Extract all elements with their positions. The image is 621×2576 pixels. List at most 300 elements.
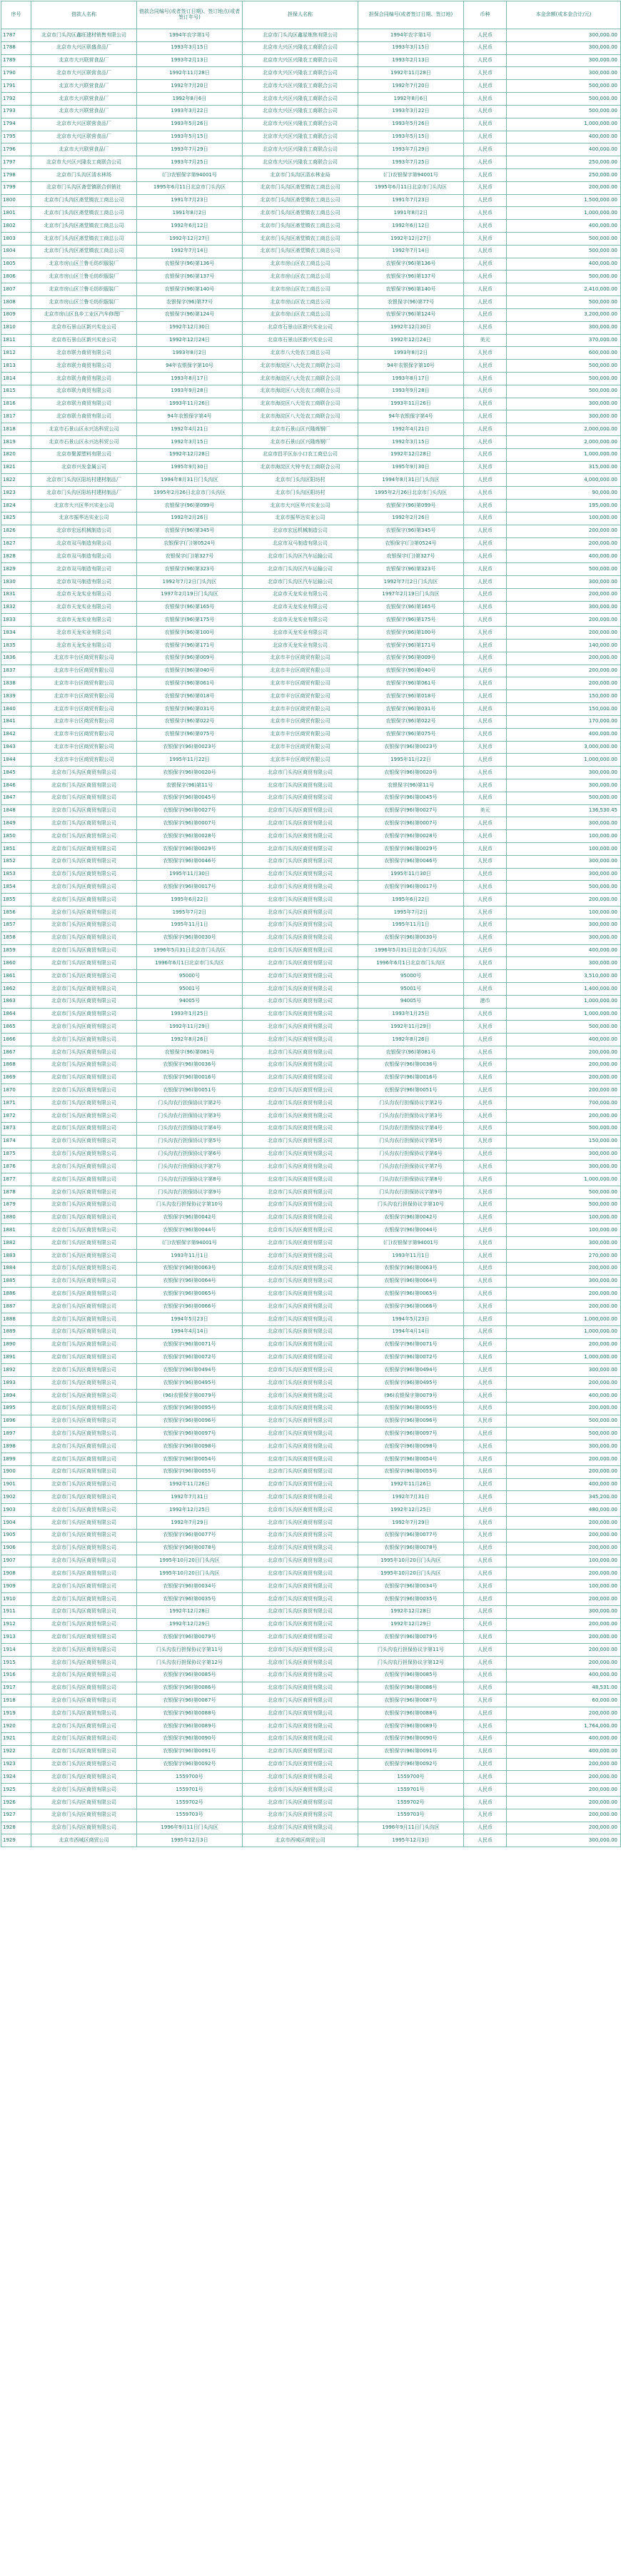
cell-guarantor: 北京市海淀区八大处农工商联合公司 — [243, 360, 358, 373]
cell-guarantor: 北京市门头沟区商贸有限公司 — [243, 931, 358, 944]
cell-guarantee-contract: 1994年5月23日 — [358, 1313, 464, 1326]
cell-currency: 人民币 — [464, 588, 507, 601]
cell-seq: 1912 — [1, 1618, 31, 1631]
cell-currency: 港币 — [464, 995, 507, 1008]
cell-borrower: 北京市门头沟区商贸有限公司 — [31, 1173, 137, 1186]
cell-currency: 人民币 — [464, 817, 507, 830]
cell-principal: 400,000.00 — [507, 1478, 621, 1491]
cell-currency: 人民币 — [464, 1135, 507, 1148]
cell-currency: 人民币 — [464, 1300, 507, 1313]
cell-principal: 300,000.00 — [507, 1148, 621, 1161]
cell-seq: 1871 — [1, 1097, 31, 1110]
cell-guarantee-contract: 农银保字(96)第165号 — [358, 601, 464, 614]
cell-seq: 1890 — [1, 1338, 31, 1351]
cell-guarantee-contract: 门头沟农行担保协议字第9号 — [358, 1186, 464, 1198]
cell-borrower: 北京市丰台区商贸有限公司 — [31, 690, 137, 703]
cell-guarantor: 北京市门头沟区商贸有限公司 — [243, 1504, 358, 1517]
cell-principal: 48,531.00 — [507, 1682, 621, 1694]
cell-seq: 1858 — [1, 931, 31, 944]
cell-principal: 200,000.00 — [507, 1110, 621, 1123]
cell-principal: 300,000.00 — [507, 1440, 621, 1453]
cell-loan-contract: 1992年7月2日门头沟区 — [137, 575, 243, 588]
cell-currency: 人民币 — [464, 283, 507, 296]
cell-seq: 1860 — [1, 957, 31, 970]
cell-borrower: 北京市门头沟区清水林场 — [31, 168, 137, 181]
cell-guarantor: 北京市门头沟区商贸有限公司 — [243, 1605, 358, 1618]
table-row — [1, 1034, 621, 1046]
cell-borrower: 北京市门头沟区商贸有限公司 — [31, 1796, 137, 1809]
cell-seq: 1864 — [1, 1008, 31, 1021]
cell-borrower: 北京市联力商贸有限公司 — [31, 385, 137, 398]
cell-principal: 300,000.00 — [507, 767, 621, 779]
cell-loan-contract: 1559703号 — [137, 1809, 243, 1822]
cell-seq: 1849 — [1, 817, 31, 830]
cell-principal: 400,000.00 — [507, 728, 621, 741]
cell-loan-contract: 1992年7月14日 — [137, 245, 243, 258]
cell-guarantee-contract: 农银保字(96)第0027号 — [358, 804, 464, 817]
cell-loan-contract: 农银保字(96)第0045号 — [137, 792, 243, 804]
cell-seq: 1889 — [1, 1325, 31, 1338]
table-row — [1, 741, 621, 754]
cell-guarantee-contract: 1992年3月15日 — [358, 436, 464, 449]
table-row — [1, 1046, 621, 1059]
cell-principal: 1,400,000.00 — [507, 982, 621, 995]
cell-borrower: 北京市石景山区新兴实业公司 — [31, 334, 137, 347]
cell-borrower: 北京市门头沟区商贸有限公司 — [31, 1224, 137, 1237]
cell-borrower: 北京市门头沟区商贸有限公司 — [31, 1567, 137, 1580]
cell-loan-contract: 农银保字(96)第0077号 — [137, 1529, 243, 1542]
cell-guarantor: 北京市门头沟区斋堂镇农工商总公司 — [243, 220, 358, 233]
table-row — [1, 537, 621, 550]
table-row — [1, 881, 621, 894]
table-row — [1, 1834, 621, 1847]
cell-borrower: 北京市门头沟区商贸有限公司 — [31, 1644, 137, 1657]
cell-guarantee-contract: 农银保字(96)第031号 — [358, 703, 464, 716]
cell-seq: 1916 — [1, 1669, 31, 1682]
cell-guarantee-contract: 农银保字(96)第140号 — [358, 283, 464, 296]
cell-seq: 1927 — [1, 1809, 31, 1822]
cell-currency: 人民币 — [464, 1402, 507, 1415]
cell-currency: 人民币 — [464, 410, 507, 423]
cell-currency: 人民币 — [464, 1745, 507, 1758]
cell-guarantor: 北京市海淀区八大处农工商联合公司 — [243, 410, 358, 423]
cell-principal: 100,000.00 — [507, 512, 621, 525]
cell-borrower: 北京市门头沟区商贸有限公司 — [31, 944, 137, 957]
cell-loan-contract: 1992年12月24日 — [137, 334, 243, 347]
cell-borrower: 北京市门头沟区商贸有限公司 — [31, 1325, 137, 1338]
table-row — [1, 1453, 621, 1466]
cell-guarantee-contract: 1996年6月1日北京市门头沟区 — [358, 957, 464, 970]
cell-currency: 人民币 — [464, 131, 507, 143]
cell-borrower: 北京市门头沟区商贸有限公司 — [31, 970, 137, 983]
cell-guarantee-contract: 农银保字(96)第0089号 — [358, 1720, 464, 1733]
cell-principal: 400,000.00 — [507, 220, 621, 233]
table-row — [1, 80, 621, 93]
cell-loan-contract: 1994年农字第1号 — [137, 29, 243, 42]
cell-guarantee-contract: (门)农银保字第94001号 — [358, 1237, 464, 1250]
cell-seq: 1905 — [1, 1529, 31, 1542]
table-row — [1, 1110, 621, 1123]
cell-currency: 人民币 — [464, 703, 507, 716]
cell-guarantor: 北京市门头沟区商贸有限公司 — [243, 881, 358, 894]
cell-guarantor: 北京市门头沟区商贸有限公司 — [243, 1580, 358, 1593]
cell-currency: 人民币 — [464, 1198, 507, 1211]
cell-principal: 1,000,000.00 — [507, 995, 621, 1008]
cell-loan-contract: 94005号 — [137, 995, 243, 1008]
cell-guarantor: 北京市八大处农工商总公司 — [243, 347, 358, 360]
cell-borrower: 北京市门头沟区商贸有限公司 — [31, 817, 137, 830]
cell-currency: 人民币 — [464, 461, 507, 474]
table-row — [1, 372, 621, 385]
cell-currency: 人民币 — [464, 1224, 507, 1237]
cell-currency: 人民币 — [464, 690, 507, 703]
cell-guarantee-contract: 农银保字(96)第040号 — [358, 665, 464, 677]
cell-guarantor: 北京市门头沟区商贸有限公司 — [243, 779, 358, 792]
table-row — [1, 575, 621, 588]
cell-guarantee-contract: 1992年11月26日 — [358, 1478, 464, 1491]
table-row — [1, 792, 621, 804]
cell-guarantee-contract: 1993年8月2日 — [358, 347, 464, 360]
cell-loan-contract: 农银保字(96)第100号 — [137, 627, 243, 640]
cell-borrower: 北京市门头沟区商贸有限公司 — [31, 1771, 137, 1784]
cell-borrower: 北京市门头沟区斋堂镇农工商总公司 — [31, 233, 137, 246]
table-row — [1, 296, 621, 309]
cell-principal: 200,000.00 — [507, 1644, 621, 1657]
table-row — [1, 360, 621, 373]
cell-borrower: 北京市双马制造有限公司 — [31, 563, 137, 576]
cell-guarantor: 北京市大兴区兴隆农工商联合公司 — [243, 93, 358, 106]
cell-borrower: 北京市门头沟区斋堂镇农工商总公司 — [31, 220, 137, 233]
cell-guarantor: 北京市门头沟区商贸有限公司 — [243, 1211, 358, 1224]
cell-guarantee-contract: 1993年5月26日 — [358, 118, 464, 131]
cell-guarantor: 北京市大兴区兴隆农工商联合公司 — [243, 105, 358, 118]
cell-principal: 4,000,000.00 — [507, 474, 621, 487]
cell-guarantee-contract: 1991年8月2日 — [358, 207, 464, 220]
table-row — [1, 627, 621, 640]
cell-currency: 人民币 — [464, 1389, 507, 1402]
cell-principal: 500,000.00 — [507, 233, 621, 246]
table-row — [1, 1504, 621, 1517]
cell-principal: 500,000.00 — [507, 296, 621, 309]
table-row — [1, 347, 621, 360]
cell-loan-contract: 1992年12月29日 — [137, 1618, 243, 1631]
cell-borrower: 北京市门头沟区商贸有限公司 — [31, 1784, 137, 1797]
cell-guarantor: 北京市门头沟区商贸有限公司 — [243, 767, 358, 779]
cell-currency: 人民币 — [464, 1338, 507, 1351]
cell-currency: 人民币 — [464, 601, 507, 614]
header-currency: 币种 — [464, 1, 507, 29]
cell-borrower: 北京市门头沟区商贸有限公司 — [31, 881, 137, 894]
cell-borrower: 北京市门头沟区商贸有限公司 — [31, 1580, 137, 1593]
cell-guarantor: 北京市门头沟区商贸有限公司 — [243, 1122, 358, 1135]
cell-principal: 500,000.00 — [507, 360, 621, 373]
cell-guarantee-contract: 门头沟农行担保协议字第11号 — [358, 1644, 464, 1657]
cell-currency: 人民币 — [464, 1605, 507, 1618]
cell-currency: 人民币 — [464, 181, 507, 194]
cell-loan-contract: 农银保字(96)第0046号 — [137, 855, 243, 868]
cell-guarantor: 北京市房山区农工商总公司 — [243, 296, 358, 309]
cell-borrower: 北京市联力商贸有限公司 — [31, 372, 137, 385]
cell-guarantee-contract: 门头沟农行担保协议字第3号 — [358, 1110, 464, 1123]
cell-currency: 人民币 — [464, 1771, 507, 1784]
cell-guarantee-contract: 1993年7月29日 — [358, 143, 464, 156]
cell-guarantor: 北京市门头沟区商贸有限公司 — [243, 1364, 358, 1377]
cell-guarantee-contract: 农银保字(96)第0098号 — [358, 1440, 464, 1453]
cell-principal: 400,000.00 — [507, 944, 621, 957]
table-row — [1, 1720, 621, 1733]
cell-guarantee-contract: 1995年11月30日 — [358, 868, 464, 881]
cell-currency: 人民币 — [464, 830, 507, 843]
table-row — [1, 995, 621, 1008]
cell-principal: 250,000.00 — [507, 156, 621, 169]
cell-currency: 人民币 — [464, 792, 507, 804]
cell-borrower: 北京市门头沟区商贸有限公司 — [31, 1453, 137, 1466]
cell-principal: 1,500,000.00 — [507, 194, 621, 207]
cell-loan-contract: 1995年11月30日 — [137, 868, 243, 881]
cell-currency: 人民币 — [464, 93, 507, 106]
cell-guarantor: 北京市门头沟区商贸有限公司 — [243, 1198, 358, 1211]
table-row — [1, 767, 621, 779]
table-row — [1, 1592, 621, 1605]
cell-guarantor: 北京市石景山区兴隆炼钢厂 — [243, 436, 358, 449]
cell-principal: 400,000.00 — [507, 1034, 621, 1046]
cell-loan-contract: 1993年3月22日 — [137, 105, 243, 118]
cell-borrower: 北京市门头沟区商贸有限公司 — [31, 1262, 137, 1275]
cell-borrower: 北京市门头沟区商贸有限公司 — [31, 1237, 137, 1250]
cell-guarantor: 北京市大兴区兴隆农工商联合公司 — [243, 80, 358, 93]
cell-guarantee-contract: 94年农银保字第10号 — [358, 360, 464, 373]
cell-guarantee-contract: 1559701号 — [358, 1784, 464, 1797]
cell-seq: 1915 — [1, 1657, 31, 1670]
cell-currency: 人民币 — [464, 258, 507, 271]
cell-currency: 人民币 — [464, 271, 507, 283]
cell-guarantee-contract: 1993年3月22日 — [358, 105, 464, 118]
cell-principal: 400,000.00 — [507, 1745, 621, 1758]
cell-seq: 1920 — [1, 1720, 31, 1733]
header-borrower: 借款人名称 — [31, 1, 137, 29]
cell-guarantor: 北京市海淀区大钟寺农工商联合公司 — [243, 461, 358, 474]
cell-currency: 人民币 — [464, 627, 507, 640]
cell-currency: 人民币 — [464, 1428, 507, 1440]
cell-principal: 300,000.00 — [507, 855, 621, 868]
cell-principal: 300,000.00 — [507, 779, 621, 792]
cell-guarantor: 北京市门头沟区斋堂镇农工商总公司 — [243, 181, 358, 194]
cell-currency: 人民币 — [464, 1644, 507, 1657]
cell-guarantor: 北京市门头沟区商贸有限公司 — [243, 1720, 358, 1733]
cell-guarantee-contract: 农银保字(96)第0066号 — [358, 1300, 464, 1313]
cell-currency: 人民币 — [464, 1237, 507, 1250]
table-row — [1, 436, 621, 449]
cell-guarantee-contract: 农银保字(96)第0086号 — [358, 1682, 464, 1694]
cell-borrower: 北京市门头沟区商贸有限公司 — [31, 1135, 137, 1148]
cell-guarantee-contract: 农银保字(96)第0090号 — [358, 1732, 464, 1745]
cell-guarantee-contract: 农银保字(96)第100号 — [358, 627, 464, 640]
cell-seq: 1906 — [1, 1542, 31, 1555]
cell-guarantor: 北京市门头沟区汽车运输公司 — [243, 575, 358, 588]
cell-loan-contract: 农银保字(96)第0096号 — [137, 1415, 243, 1428]
cell-currency: 人民币 — [464, 868, 507, 881]
cell-loan-contract: 1993年2月13日 — [137, 54, 243, 67]
cell-guarantor: 北京市大兴区华兴实业公司 — [243, 500, 358, 512]
cell-loan-contract: 农银保字(96)第11号 — [137, 779, 243, 792]
cell-borrower: 北京市大兴联营食品厂 — [31, 105, 137, 118]
cell-loan-contract: 1992年12月28日 — [137, 1605, 243, 1618]
cell-seq: 1924 — [1, 1771, 31, 1784]
cell-borrower: 北京市门头沟区商贸有限公司 — [31, 1822, 137, 1834]
cell-seq: 1911 — [1, 1605, 31, 1618]
table-row — [1, 448, 621, 461]
cell-borrower: 北京市门头沟区商贸有限公司 — [31, 957, 137, 970]
cell-borrower: 北京市联力商贸有限公司 — [31, 360, 137, 373]
cell-principal: 2,410,000.00 — [507, 283, 621, 296]
cell-principal: 200,000.00 — [507, 1657, 621, 1670]
table-row — [1, 410, 621, 423]
cell-borrower: 北京市丰台区商贸有限公司 — [31, 703, 137, 716]
cell-borrower: 北京市门头沟区商贸有限公司 — [31, 919, 137, 931]
cell-guarantor: 北京市大兴区兴隆农工商联合公司 — [243, 41, 358, 54]
cell-guarantee-contract: 门头沟农行担保协议字第12号 — [358, 1657, 464, 1670]
cell-seq: 1801 — [1, 207, 31, 220]
cell-guarantor: 北京市门头沟区商贸有限公司 — [243, 1669, 358, 1682]
cell-guarantee-contract: 农银保字(96)第0036号 — [358, 1059, 464, 1071]
cell-currency: 人民币 — [464, 1567, 507, 1580]
cell-borrower: 北京市门头沟区商贸有限公司 — [31, 1046, 137, 1059]
table-row — [1, 245, 621, 258]
cell-principal: 1,000,000.00 — [507, 207, 621, 220]
cell-currency: 人民币 — [464, 1592, 507, 1605]
cell-borrower: 北京市丰台区商贸有限公司 — [31, 652, 137, 665]
cell-seq: 1909 — [1, 1580, 31, 1593]
cell-seq: 1888 — [1, 1313, 31, 1326]
cell-currency: 人民币 — [464, 1732, 507, 1745]
cell-guarantee-contract: 农银保字(96)第0088号 — [358, 1707, 464, 1720]
cell-seq: 1809 — [1, 308, 31, 321]
cell-guarantee-contract: 1996年5月31日北京市门头沟区 — [358, 944, 464, 957]
cell-borrower: 北京市门头沟区商贸有限公司 — [31, 1440, 137, 1453]
cell-guarantor: 北京市门头沟区商贸有限公司 — [243, 1110, 358, 1123]
cell-loan-contract: 农银保字(96)第165号 — [137, 601, 243, 614]
cell-principal: 500,000.00 — [507, 93, 621, 106]
cell-seq: 1789 — [1, 54, 31, 67]
cell-guarantor: 北京市门头沟区汽车运输公司 — [243, 550, 358, 563]
cell-loan-contract: 1992年2月26日 — [137, 512, 243, 525]
cell-loan-contract: 农银保字(96)第136号 — [137, 258, 243, 271]
cell-seq: 1843 — [1, 741, 31, 754]
cell-guarantor: 北京市门头沟区商贸有限公司 — [243, 1161, 358, 1173]
cell-principal: 270,000.00 — [507, 1250, 621, 1263]
cell-loan-contract: 1997年2月19日门头沟区 — [137, 588, 243, 601]
cell-currency: 人民币 — [464, 957, 507, 970]
cell-borrower: 北京市天龙实业有限公司 — [31, 640, 137, 652]
cell-guarantor: 北京市大兴区兴隆农工商联合公司 — [243, 143, 358, 156]
cell-borrower: 北京市门头沟区商贸有限公司 — [31, 1122, 137, 1135]
cell-loan-contract: 农银保字(96)第0066号 — [137, 1300, 243, 1313]
cell-borrower: 北京市西城区商贸公司 — [31, 1834, 137, 1847]
cell-borrower: 北京市大兴联营食品厂 — [31, 54, 137, 67]
cell-guarantee-contract: 1992年7月29日 — [358, 1517, 464, 1530]
cell-currency: 人民币 — [464, 168, 507, 181]
cell-loan-contract: 农银保字(96)第0078号 — [137, 1542, 243, 1555]
cell-guarantor: 北京市门头沟区商贸有限公司 — [243, 1046, 358, 1059]
cell-guarantee-contract: 1995年10月20日门头沟区 — [358, 1555, 464, 1567]
cell-loan-contract: 1559701号 — [137, 1784, 243, 1797]
cell-borrower: 北京市门头沟区商贸有限公司 — [31, 1300, 137, 1313]
cell-guarantee-contract: 农银保字(96)第0051号 — [358, 1084, 464, 1097]
cell-seq: 1795 — [1, 131, 31, 143]
cell-borrower: 北京市门头沟区斋堂镇农工商总公司 — [31, 207, 137, 220]
cell-guarantor: 北京市昌平区东小口农工商总公司 — [243, 448, 358, 461]
cell-principal: 200,000.00 — [507, 1377, 621, 1390]
cell-guarantor: 北京市门头沟区商贸有限公司 — [243, 804, 358, 817]
cell-borrower: 北京市大兴区联盛食品厂 — [31, 41, 137, 54]
cell-currency: 人民币 — [464, 741, 507, 754]
cell-guarantee-contract: 农银保字(96)第0020号 — [358, 767, 464, 779]
cell-guarantor: 北京市门头沟区商贸有限公司 — [243, 1377, 358, 1390]
cell-borrower: 北京市门头沟区商贸有限公司 — [31, 779, 137, 792]
table-row — [1, 131, 621, 143]
cell-principal: 200,000.00 — [507, 1529, 621, 1542]
cell-loan-contract: 农银保字(96)第0063号 — [137, 1262, 243, 1275]
table-row — [1, 41, 621, 54]
cell-currency: 人民币 — [464, 1008, 507, 1021]
cell-borrower: 北京市双马制造有限公司 — [31, 537, 137, 550]
cell-guarantor: 北京市大兴区兴隆农工商联合公司 — [243, 131, 358, 143]
cell-guarantee-contract: 农银保字(96)第0494号 — [358, 1364, 464, 1377]
table-row — [1, 105, 621, 118]
cell-principal: 500,000.00 — [507, 1186, 621, 1198]
table-row — [1, 1580, 621, 1593]
header-principal: 本金余额(或本金合计/元) — [507, 1, 621, 29]
cell-seq: 1872 — [1, 1110, 31, 1123]
cell-guarantee-contract: 农银保字(96)第0071号 — [358, 1338, 464, 1351]
cell-borrower: 北京市门头沟区商贸有限公司 — [31, 931, 137, 944]
cell-loan-contract: 农银保字(96)第0027号 — [137, 804, 243, 817]
table-row — [1, 1059, 621, 1071]
cell-guarantor: 北京市门头沟区商贸有限公司 — [243, 1796, 358, 1809]
cell-seq: 1876 — [1, 1161, 31, 1173]
cell-loan-contract: 1992年11月28日 — [137, 67, 243, 80]
cell-guarantor: 北京市门头沟区商贸有限公司 — [243, 1071, 358, 1084]
cell-currency: 人民币 — [464, 1084, 507, 1097]
cell-borrower: 北京市门头沟区商贸有限公司 — [31, 1618, 137, 1631]
cell-currency: 人民币 — [464, 1657, 507, 1670]
cell-currency: 人民币 — [464, 1784, 507, 1797]
cell-currency: 人民币 — [464, 1555, 507, 1567]
cell-guarantor: 北京市房山区农工商总公司 — [243, 271, 358, 283]
cell-seq: 1827 — [1, 537, 31, 550]
cell-seq: 1859 — [1, 944, 31, 957]
table-row — [1, 944, 621, 957]
cell-seq: 1797 — [1, 156, 31, 169]
cell-seq: 1819 — [1, 436, 31, 449]
cell-loan-contract: 94年农银保字第10号 — [137, 360, 243, 373]
cell-guarantor: 北京市大兴区兴隆农工商联合公司 — [243, 156, 358, 169]
cell-principal: 200,000.00 — [507, 1822, 621, 1834]
table-row — [1, 156, 621, 169]
cell-principal: 200,000.00 — [507, 1784, 621, 1797]
cell-guarantee-contract: 农银保字(96)第061号 — [358, 677, 464, 690]
cell-loan-contract: 1995年9月30日 — [137, 461, 243, 474]
cell-loan-contract: 95000号 — [137, 970, 243, 983]
cell-guarantee-contract: 农银保字(96)第018号 — [358, 690, 464, 703]
cell-guarantor: 北京市门头沟区斋堂镇农工商总公司 — [243, 233, 358, 246]
cell-borrower: 北京市丰台区商贸有限公司 — [31, 665, 137, 677]
cell-borrower: 北京市大兴区联营食品厂 — [31, 118, 137, 131]
cell-principal: 2,000,000.00 — [507, 423, 621, 436]
cell-principal: 400,000.00 — [507, 143, 621, 156]
cell-principal: 200,000.00 — [507, 525, 621, 537]
cell-guarantee-contract: 1993年11月1日 — [358, 1250, 464, 1263]
